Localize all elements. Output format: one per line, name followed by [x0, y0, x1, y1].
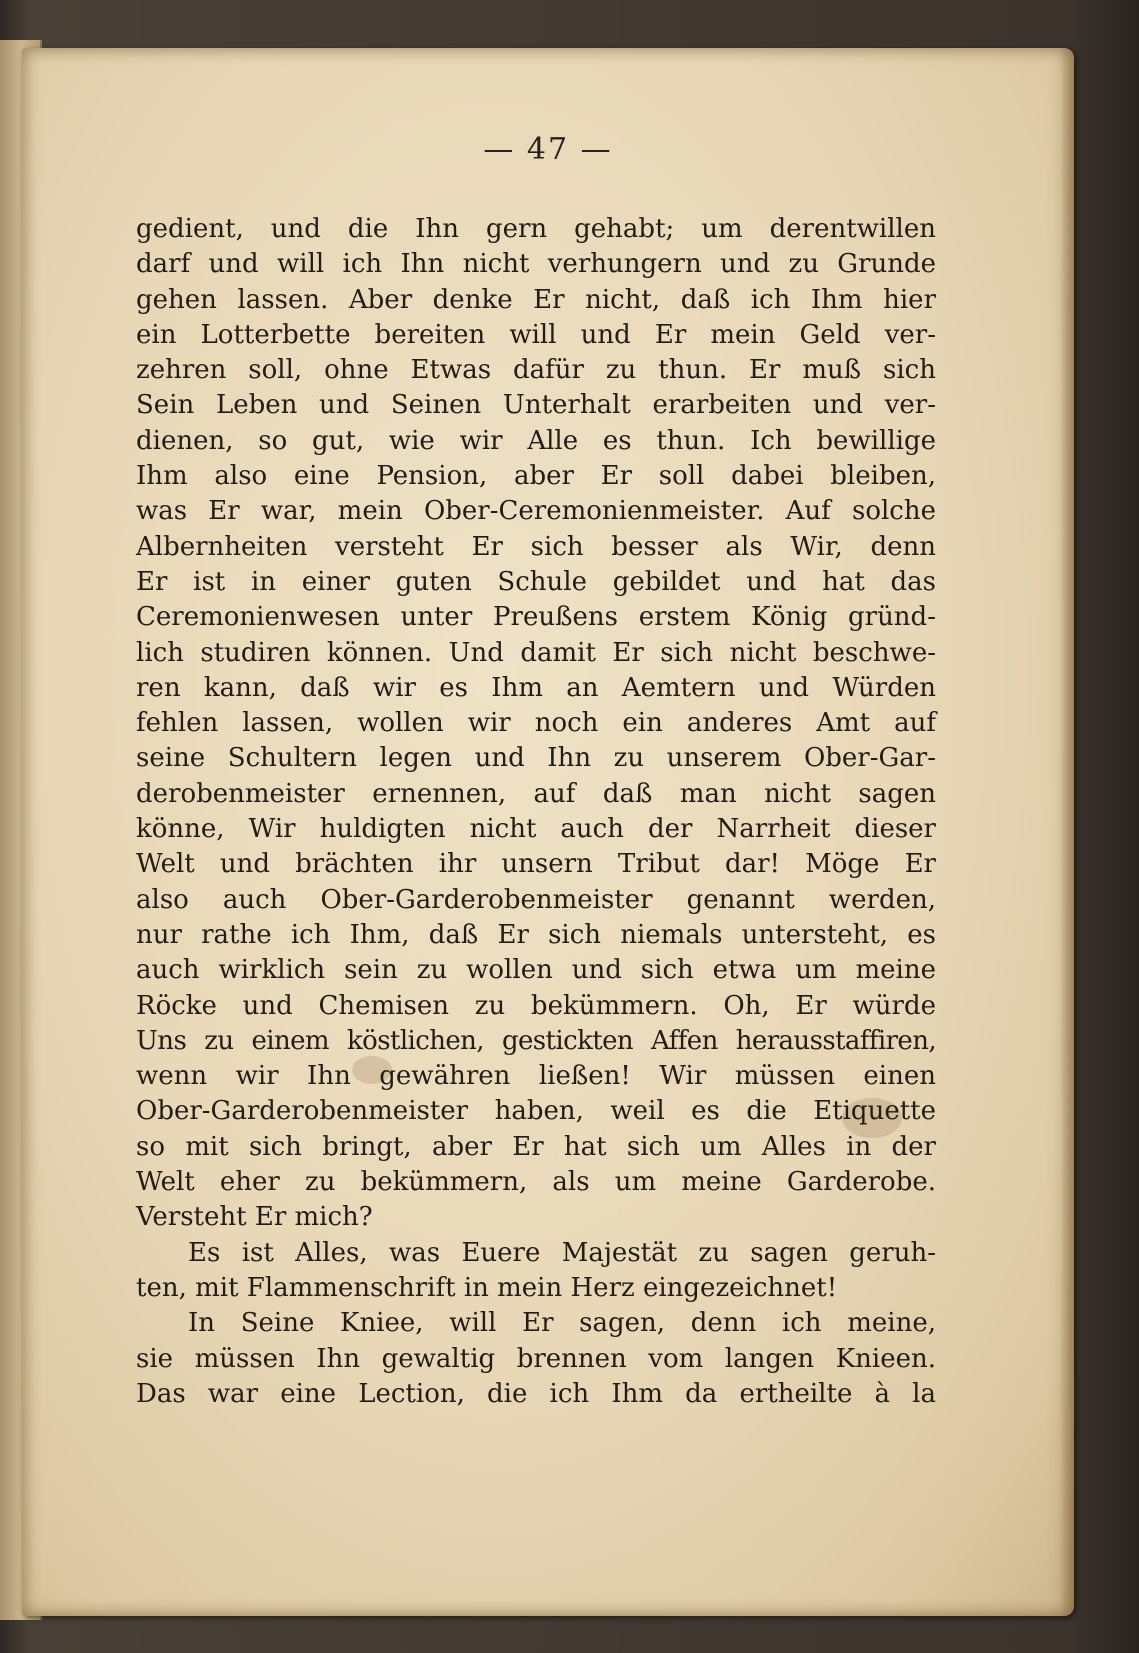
text-line: so mit sich bringt, aber Er hat sich um Alles in der — [136, 1131, 936, 1162]
book-page — [22, 48, 1074, 1616]
text-line: wenn wir Ihn gewähren ließen! Wir müssen einen — [136, 1061, 936, 1092]
text-line: Röcke und Chemisen zu bekümmern. Oh, Er würde — [136, 990, 936, 1021]
text-line: Versteht Er mich? — [136, 1202, 373, 1233]
text-line: Ober-Garderobenmeister haben, weil es die Etiquette — [136, 1096, 936, 1127]
text-line: was Er war, mein Ober-Ceremonienmeister. Auf solche — [136, 496, 936, 527]
text-line: zehren soll, ohne Etwas dafür zu thun. Er muß sich — [136, 355, 936, 386]
text-line: Welt und brächten ihr unsern Tribut dar! Möge Er — [136, 849, 936, 880]
text-line: ten, mit Flammenschrift in mein Herz eingezeichnet! — [136, 1272, 838, 1303]
text-line: also auch Ober-Garderobenmeister genannt werden, — [136, 884, 936, 915]
text-line: darf und will ich Ihn nicht verhungern und zu Grunde — [136, 249, 936, 280]
page-number: — 47 — — [483, 132, 613, 167]
text-line: Welt eher zu bekümmern, als um meine Garderobe. — [136, 1167, 936, 1198]
text-line: nur rathe ich Ihm, daß Er sich niemals untersteht, es — [136, 919, 936, 950]
text-line: gehen lassen. Aber denke Er nicht, daß ich Ihm hier — [136, 284, 936, 315]
text-line: ein Lotterbette bereiten will und Er mein Geld ver- — [136, 319, 936, 350]
text-line: Ihm also eine Pension, aber Er soll dabei bleiben, — [136, 461, 936, 492]
text-line: In Seine Kniee, will Er sagen, denn ich meine, — [188, 1308, 936, 1339]
text-line: könne, Wir huldigten nicht auch der Narrheit dieser — [136, 814, 936, 845]
text-line: Albernheiten versteht Er sich besser als Wir, denn — [136, 531, 936, 562]
text-line: sie müssen Ihn gewaltig brennen vom langen Knieen. — [136, 1343, 936, 1374]
page-edge-shadow — [1060, 48, 1074, 1616]
text-line: auch wirklich sein zu wollen und sich etwa um meine — [136, 955, 936, 986]
text-line: derobenmeister ernennen, auf daß man nicht sagen — [136, 778, 936, 809]
text-line: Sein Leben und Seinen Unterhalt erarbeiten und ver- — [136, 390, 936, 421]
text-line: fehlen lassen, wollen wir noch ein anderes Amt auf — [136, 708, 936, 739]
body-text — [136, 212, 936, 1412]
text-line: dienen, so gut, wie wir Alle es thun. Ich bewillige — [136, 425, 936, 456]
text-line: Ceremonienwesen unter Preußens erstem König gründ- — [136, 602, 936, 633]
text-line: seine Schultern legen und Ihn zu unserem Ober-Gar- — [136, 743, 936, 774]
text-line: ren kann, daß wir es Ihm an Aemtern und Würden — [136, 672, 936, 703]
text-line: Uns zu einem köstlichen, gestickten Affen herausstaffiren, — [136, 1025, 936, 1056]
text-line: Er ist in einer guten Schule gebildet und hat das — [136, 566, 936, 597]
text-line: lich studiren können. Und damit Er sich nicht beschwe- — [136, 637, 936, 668]
text-line: Es ist Alles, was Euere Majestät zu sagen geruh- — [188, 1237, 936, 1268]
text-line: gedient, und die Ihn gern gehabt; um derentwillen — [136, 214, 936, 244]
text-line: Das war eine Lection, die ich Ihm da ertheilte à la — [136, 1378, 936, 1409]
